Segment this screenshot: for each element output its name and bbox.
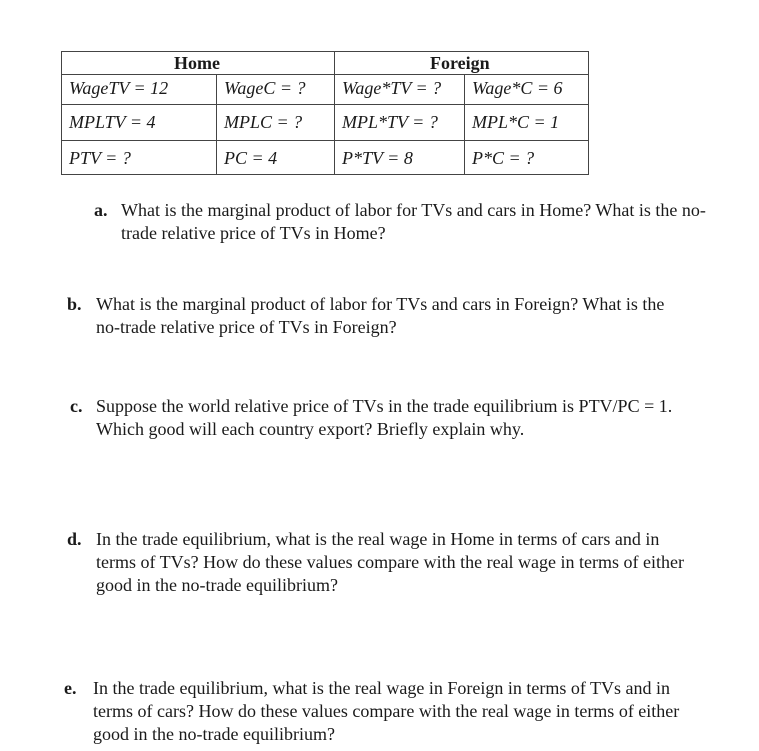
- table-cell: MPL*TV = ?: [342, 112, 438, 132]
- header-foreign: Foreign: [430, 53, 490, 73]
- question-text: good in the no-trade equilibrium?: [93, 724, 335, 744]
- table-divider: [334, 52, 335, 174]
- data-table: [61, 51, 589, 175]
- question-text: In the trade equilibrium, what is the real wage in Home in terms of cars and in: [96, 529, 660, 549]
- question-text: good in the no-trade equilibrium?: [96, 575, 338, 595]
- header-home: Home: [174, 53, 220, 73]
- table-cell: MPLC = ?: [224, 112, 303, 132]
- table-cell: PC = 4: [224, 148, 278, 168]
- question-text: What is the marginal product of labor for TVs and cars in Foreign? What is the: [96, 294, 665, 314]
- question-a: [94, 199, 759, 247]
- question-label: c.: [70, 396, 83, 416]
- table-cell: MPL*C = 1: [472, 112, 560, 132]
- question-text: trade relative price of TVs in Home?: [121, 223, 386, 243]
- question-e: [64, 677, 759, 747]
- table-cell: Wage*C = 6: [472, 78, 563, 98]
- question-text: no-trade relative price of TVs in Foreign?: [96, 317, 397, 337]
- question-d: [67, 528, 759, 598]
- table-cell: WageTV = 12: [69, 78, 169, 98]
- question-label: b.: [67, 294, 82, 314]
- table-cell: Wage*TV = ?: [342, 78, 442, 98]
- question-text: terms of TVs? How do these values compare with the real wage in terms of either: [96, 552, 684, 572]
- question-text: Which good will each country export? Briefly explain why.: [96, 419, 525, 439]
- question-label: a.: [94, 200, 108, 220]
- table-divider: [464, 74, 465, 174]
- question-text: In the trade equilibrium, what is the real wage in Foreign in terms of TVs and in: [93, 678, 671, 698]
- table-cell: PTV = ?: [69, 148, 131, 168]
- question-c: [70, 395, 759, 443]
- table-divider: [216, 74, 217, 174]
- table-cell: P*TV = 8: [342, 148, 413, 168]
- question-text: terms of cars? How do these values compare with the real wage in terms of either: [93, 701, 680, 721]
- table-divider: [62, 104, 588, 105]
- question-label: e.: [64, 678, 77, 698]
- table-cell: MPLTV = 4: [69, 112, 156, 132]
- table-divider: [62, 74, 588, 75]
- question-b: [67, 293, 759, 341]
- table-cell: P*C = ?: [472, 148, 535, 168]
- question-text: Suppose the world relative price of TVs in the trade equilibrium is PTV/PC = 1.: [96, 396, 673, 416]
- table-divider: [62, 140, 588, 141]
- question-label: d.: [67, 529, 82, 549]
- question-text: What is the marginal product of labor for TVs and cars in Home? What is the no-: [121, 200, 706, 220]
- table-cell: WageC = ?: [224, 78, 306, 98]
